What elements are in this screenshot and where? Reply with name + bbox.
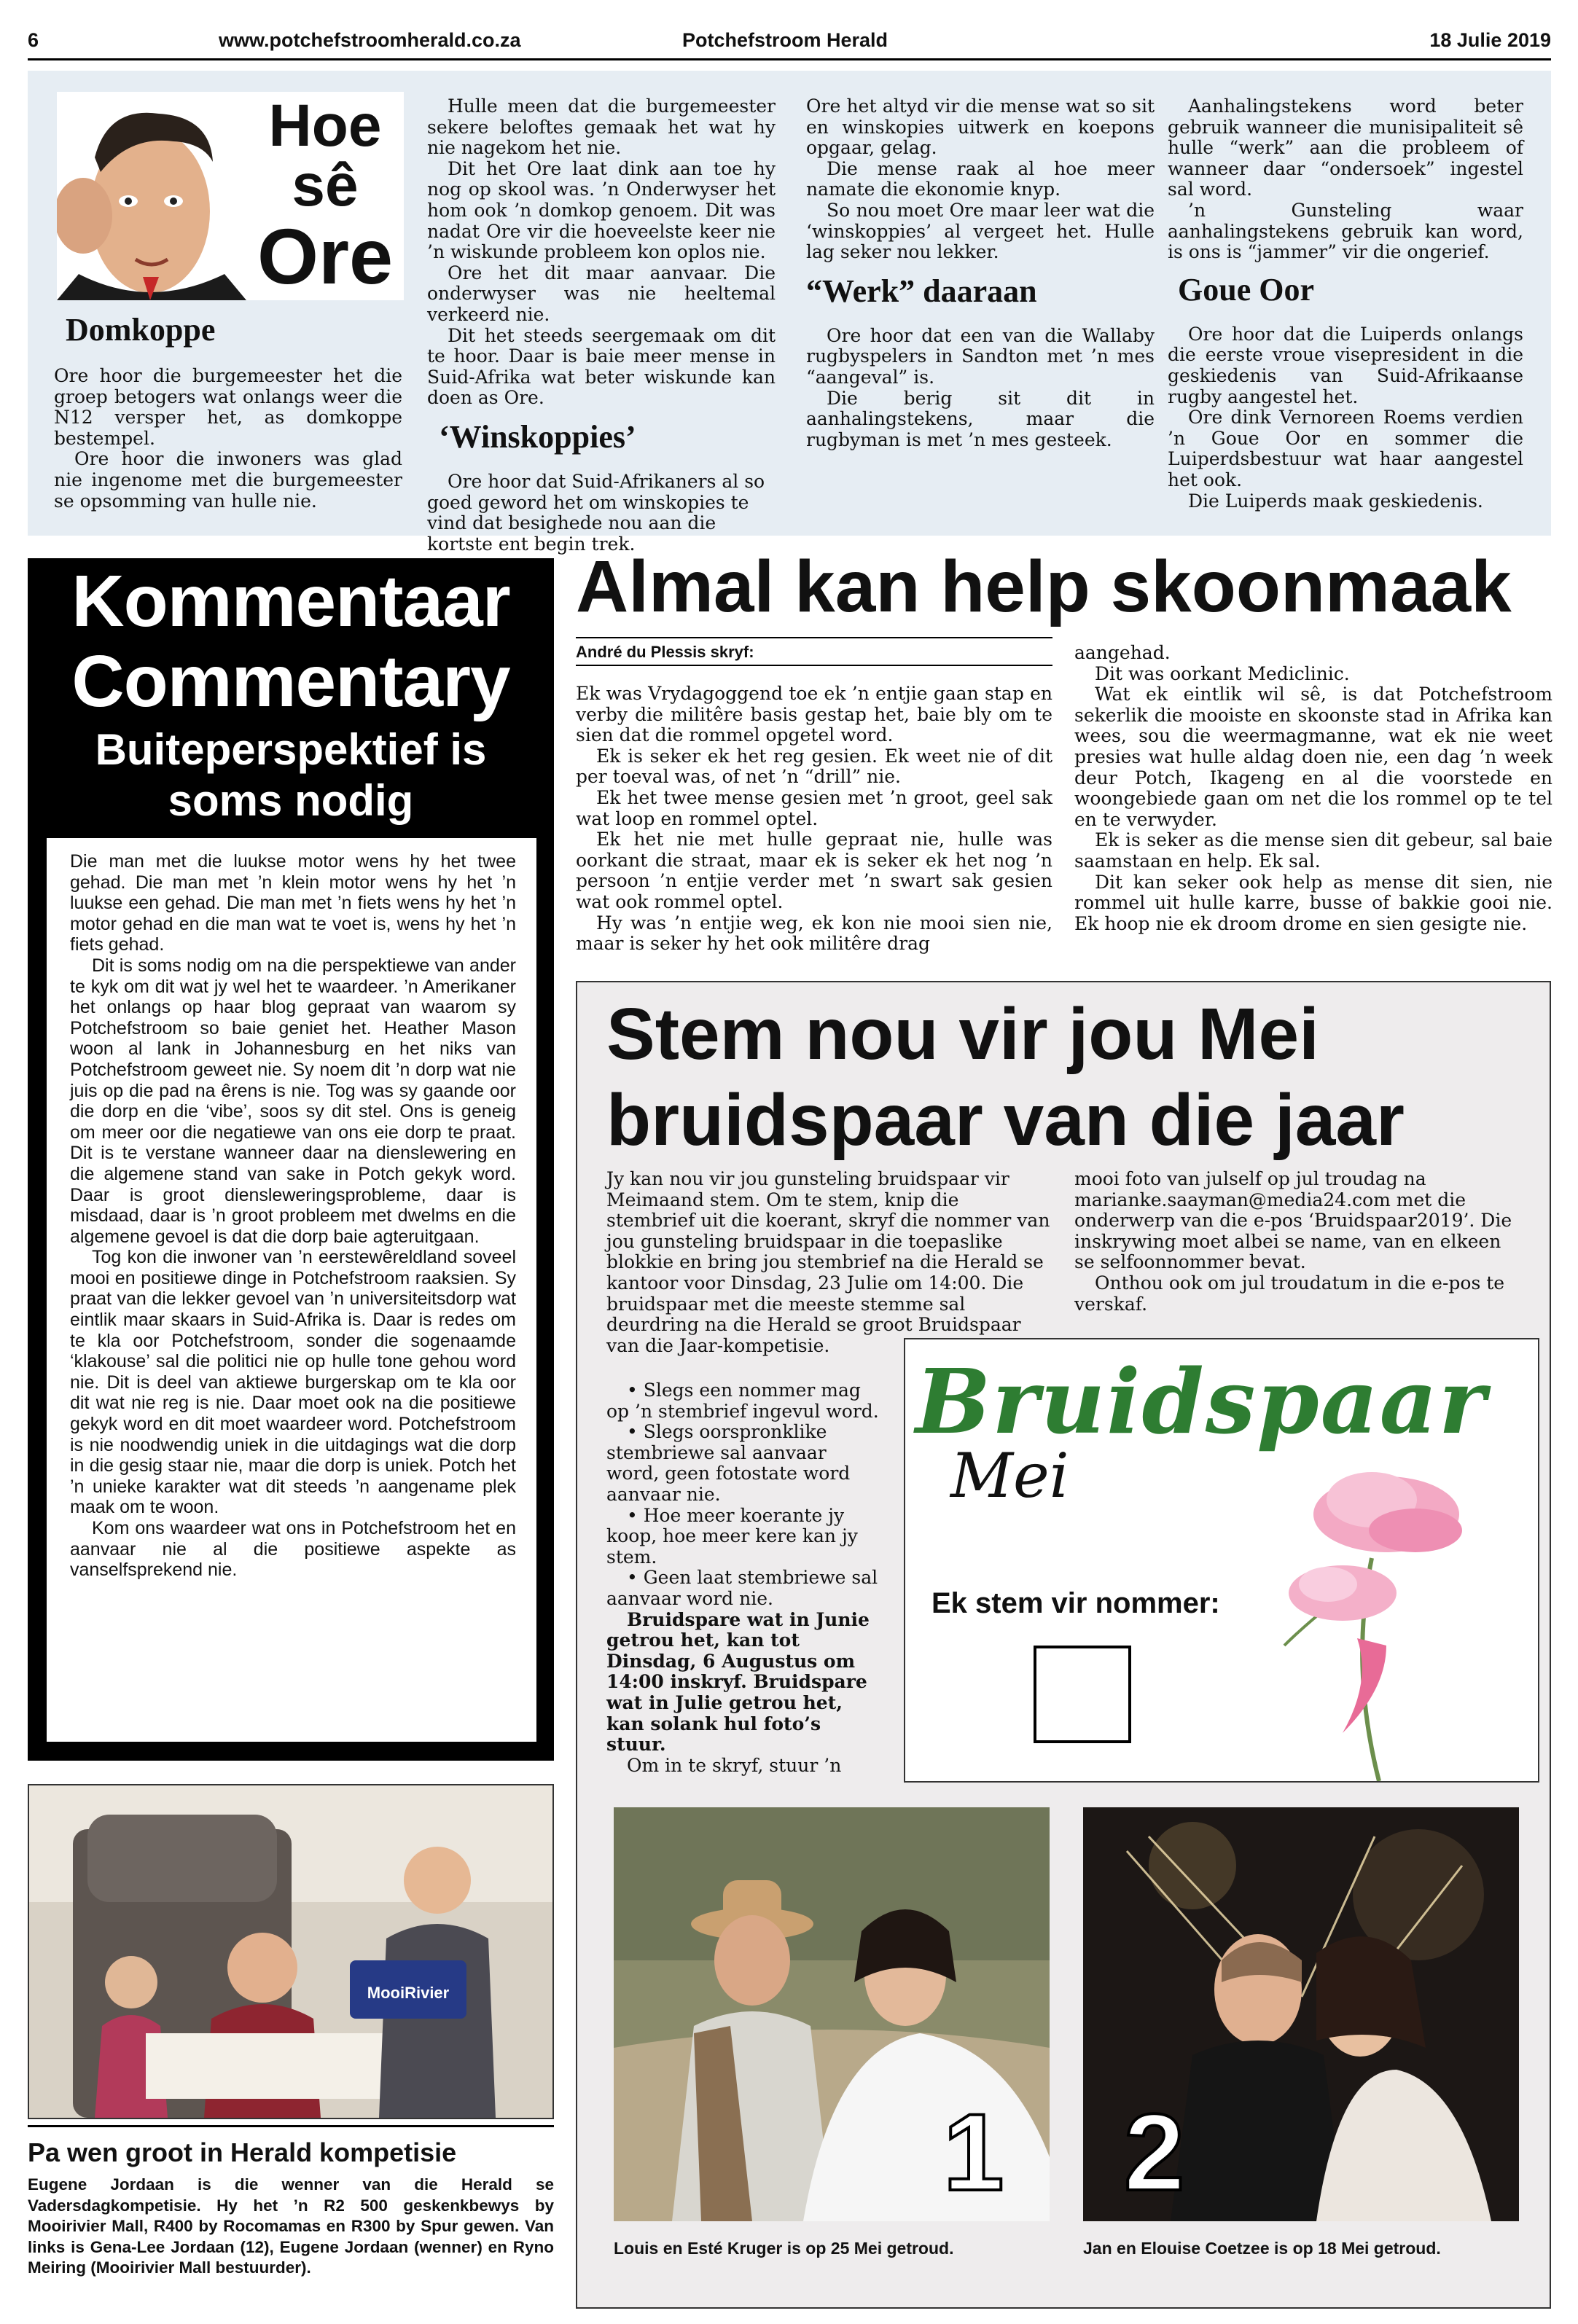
- section-heading-winskoppies: ‘Winskoppies’: [439, 418, 636, 455]
- ore-paragraph: Die berig sit dit in aanhalingstekens, maar die rugbyman is met ’n mes gesteek.: [806, 387, 1155, 450]
- cleanup-paragraph: Dit kan seker ook help as mense dit sien, nie rommel uit hulle karre, busse of bakkie gooi nie. Ek hoop nie ek droom drome en sien gesigte nie.: [1074, 871, 1552, 934]
- page-number: 6: [28, 29, 39, 51]
- competition-heading-rule: [28, 2125, 554, 2127]
- cleanup-paragraph: Hy was ’n entjie weg, ek kon nie mooi sien nie, maar is seker hy het ook militêre drag: [576, 912, 1052, 955]
- vote-headline-line-1: Stem nou vir jou Mei: [606, 993, 1319, 1075]
- couple-photo-1: [614, 1807, 1050, 2221]
- issue-date: 18 Julie 2019: [1429, 29, 1551, 51]
- page-header: [28, 29, 1551, 60]
- ore-paragraph: Ore dink Vernoreen Roems verdien ’n Goue Oor en sommer die Luiperdsbestuur wat haar aangestel het ook.: [1168, 407, 1523, 490]
- ballot-title: Bruidspaar: [915, 1349, 1488, 1454]
- section-heading-domkoppe: Domkoppe: [66, 312, 216, 348]
- logo-word-ore: Ore: [257, 212, 394, 300]
- cleanup-paragraph: Ek is seker as die mense sien dit gebeur, sal baie saamstaan en help. Ek sal.: [1074, 829, 1552, 872]
- commentary-paragraph: Tog kon die inwoner van ’n eerstewêreldland soveel mooi en positiewe dinge in Potchefstroom raaksien. Sy praat van die lekker gevoel van ’n universiteitsdorp wat eintlik maar skaars in Suid-Afrika is. Daar is redes om te kla oor Potchefstroom, sonder die sogenaamde ‘klakouse’ sal die politici nie op hulle tone gehou word nie. Dit is deel van aktiewe burgerskap om te kla oor dit wat nie reg is nie. Daar moet ook na die positiewe gekyk word en dit moet waardeer word. Potchefstroom is nie noodwendig uniek in die uitdagings wat die dorp in die gesig staar nie, maar die dorp is uniek. Potch het ’n unieke karakter wat dit steeds ’n aangename plek maak om te woon.: [70, 1247, 516, 1518]
- couple-caption-1: Louis en Esté Kruger is op 25 Mei getroud.: [614, 2239, 954, 2258]
- ore-paragraph: Ore hoor die inwoners was glad nie ingenome met die burgemeester se opsomming van hulle nie.: [54, 448, 402, 512]
- logo-word-se: sê: [292, 152, 359, 219]
- competition-heading: Pa wen groot in Herald kompetisie: [28, 2137, 457, 2167]
- ballot-prompt: Ek stem vir nommer:: [931, 1587, 1220, 1619]
- vote-headline: [606, 991, 1547, 1163]
- ore-paragraph: Aanhalingstekens word beter gebruik wanneer die munisipaliteit sê hulle “werk” aan die probleem of wanneer daar “ondersoek” ingestel sal word.: [1168, 95, 1523, 200]
- cleanup-paragraph: Ek het nie met hulle gepraat nie, hulle was oorkant die straat, maar ek is seker ek het nog ’n persoon ’n entjie verder met ’n swart sak gesien wat ook rommel optel.: [576, 829, 1052, 912]
- ore-paragraph: Die mense raak al hoe meer namate die ekonomie knyp.: [806, 157, 1155, 200]
- cleanup-paragraph: Ek is seker ek het reg gesien. Ek weet nie of dit per toeval was, of net ’n “drill” nie.: [576, 745, 1052, 788]
- ore-paragraph: Ore het altyd vir die mense wat so sit en winskopies uitwerk en koepons opgaar, gelag.: [806, 95, 1155, 159]
- vote-paragraph: Onthou ook om jul troudatum in die e-pos te verskaf.: [1074, 1272, 1505, 1315]
- banner-text-mooirivier: MooiRivier: [367, 1984, 450, 2002]
- ballot-coupon[interactable]: [904, 1338, 1539, 1783]
- cleanup-paragraph: Ek het twee mense gesien met ’n groot, geel sak wat loop en rommel optel.: [576, 786, 1052, 829]
- cleanup-byline: André du Plessis skryf:: [576, 643, 754, 661]
- commentary-paragraph: Kom ons waardeer wat ons in Potchefstroom het en aanvaar nie al die positiewe aspekte as vanselfsprekend nie.: [70, 1518, 516, 1581]
- ore-paragraph: So nou moet Ore maar leer wat die ‘winskoppies’ al vergeet het. Hulle lag seker nou lekker.: [806, 199, 1155, 263]
- couple-caption-2: Jan en Elouise Coetzee is op 18 Mei getroud.: [1083, 2239, 1441, 2258]
- ore-paragraph: Ore hoor dat Suid-Afrikaners al so goed geword het om winskopies te vind dat besighede nou aan die kortste ent begin trek.: [427, 470, 765, 555]
- ore-paragraph: Die Luiperds maak geskiedenis.: [1188, 490, 1483, 512]
- byline-rule: [576, 637, 1052, 638]
- cleanup-column-left: [576, 684, 1052, 955]
- commentary-paragraph: Dit is soms nodig om na die perspektiewe van ander te kyk om dit wat jy wel het te waardeer. ’n Amerikaner het onlangs op haar blog gepraat van waarom sy Potchefstroom so baie geniet het. Heather Mason woon al lank in Johannesburg en het niks van Potchefstroom geweet nie. Sy noem dit ’n dorp wat nie juis op die pad na êrens is nie. Tog was sy gaande oor die dorp en die ‘vibe’, soos sy dit stel. Ons is geneig om meer oor die negatiewe van ons eie dorp te praat. Dit is te verstane wanneer daar na dienslewering en die algemene stand van sake in Potch gekyk word. Daar is groot diensleweringsprobleme, daar is misdaad, daar is ’n groot probleem met dwelms en die algemene gevoel is dat die dorp baie agteruitgaan.: [70, 955, 516, 1247]
- ballot-number-box[interactable]: [1034, 1646, 1131, 1743]
- commentary-title-block: [28, 561, 554, 826]
- vote-deadline-note: Bruidspare wat in Junie getrou het, kan tot Dinsdag, 6 Augustus om 14:00 inskryf. Bruidspare wat in Julie getrou het, kan solank hul foto’s stuur.: [606, 1608, 870, 1756]
- vote-rule: • Slegs oorspronklike stembriewe sal aanvaar word, geen fotostate word aanvaar nie.: [606, 1421, 851, 1505]
- ore-column-2: [427, 96, 776, 555]
- hoe-se-ore-logo: [57, 92, 404, 300]
- vote-rule: • Slegs een nommer mag op ’n stembrief ingevul word.: [606, 1380, 879, 1422]
- ore-column-1: [54, 306, 402, 512]
- vote-rule: • Hoe meer koerante jy koop, hoe meer kere kan jy stem.: [606, 1504, 858, 1568]
- ore-paragraph: Hulle meen dat die burgemeester sekere beloftes gemaak het wat hy nie nagekom het nie.: [427, 95, 776, 159]
- cleanup-column-right: [1074, 643, 1552, 934]
- section-heading-werk: “Werk” daaraan: [806, 273, 1037, 309]
- vote-rule: • Geen laat stembriewe sal aanvaar word nie.: [606, 1567, 878, 1609]
- ore-paragraph: Ore hoor dat een van die Wallaby rugbyspelers in Sandton met ’n mes “aangeval” is.: [806, 324, 1155, 388]
- logo-word-hoe: Hoe: [268, 93, 382, 159]
- competition-caption: Eugene Jordaan is die wenner van die Herald se Vadersdagkompetisie. Hy het ’n R2 500 geskenkbewys by Mooirivier Mall, R400 by Rocomamas en R300 by Spur gewen. Van links is Gena-Lee Jordaan (12), Eugene Jordaan (wenner) en Ryno Meiring (Mooirivier Mall bestuurder).: [28, 2175, 554, 2277]
- cleanup-paragraph: Ek was Vrydagoggend toe ek ’n entjie gaan stap en verby die militêre basis gestap het, baie bly om te sien dat die rommel opgetel word.: [576, 683, 1052, 746]
- competition-winner-photo: [28, 1784, 554, 2119]
- vote-headline-line-2: bruidspaar van die jaar: [606, 1079, 1405, 1161]
- ore-paragraph: ’n Gunsteling waar aanhalingstekens gebruik kan word, is ons is “jammer” vir die ongerief.: [1168, 199, 1523, 263]
- ballot-subtitle: Mei: [950, 1440, 1069, 1511]
- ore-paragraph: Ore hoor die burgemeester het die groep betogers wat onlangs weer die N12 versper het, as domkoppe bestempel.: [54, 365, 402, 449]
- cleanup-headline: Almal kan help skoonmaak: [576, 546, 1512, 627]
- vote-column-left-bottom: [606, 1380, 883, 1776]
- vote-column-right: [1074, 1169, 1526, 1315]
- ore-paragraph: Dit het Ore laat dink aan toe hy nog op skool was. ’n Onderwyser het hom ook ’n domkop genoem. Dit was nadat Ore vir die hoeveelste keer nie ’n wiskunde probleem kon oplos nie.: [427, 157, 776, 263]
- ore-paragraph: Ore hoor dat die Luiperds onlangs die eerste vroue visepresident in die geskiedenis van Suid-Afrikaanse rugby aangestel het.: [1168, 323, 1523, 407]
- ore-column-4: [1168, 96, 1523, 512]
- couple-photo-2: [1083, 1807, 1519, 2221]
- commentary-paragraph: Die man met die luukse motor wens hy het twee gehad. Die man met ’n klein motor wens hy het ’n luukse een gehad. Die man met ’n fiets wens hy het ’n motor gehad en die man wat te voet is, wens hy het ’n fiets gehad.: [70, 851, 516, 955]
- couple-number-1: 1: [943, 2091, 1004, 2213]
- cleanup-paragraph: Dit was oorkant Mediclinic.: [1095, 662, 1350, 684]
- couple-number-2: 2: [1124, 2091, 1185, 2213]
- ore-column-3: [806, 96, 1155, 450]
- cleanup-paragraph: aangehad.: [1074, 642, 1171, 663]
- commentary-title-afrikaans: Kommentaar: [71, 560, 510, 642]
- vote-paragraph: mooi foto van julself op jul troudag na marianke.saayman@media24.com met die onderwerp van die e-pos ‘Bruidspaar2019’. Die inskrywing moet albei se name, van en elkeen se selfoonnommer bevat.: [1074, 1168, 1512, 1273]
- ore-paragraph: Ore het dit maar aanvaar. Die onderwyser was nie heeltemal verkeerd nie.: [427, 262, 776, 325]
- site-url[interactable]: www.potchefstroomherald.co.za: [219, 29, 521, 51]
- commentary-subtitle-line-1: Buiteperspektief is: [95, 725, 487, 774]
- section-heading-goue-oor: Goue Oor: [1178, 271, 1314, 308]
- byline-rule-bottom: [576, 665, 1052, 666]
- vote-tail: Om in te skryf, stuur ’n: [627, 1754, 842, 1776]
- commentary-title-english: Commentary: [71, 641, 510, 722]
- publication-name: Potchefstroom Herald: [682, 29, 888, 51]
- commentary-subtitle-line-2: soms nodig: [168, 776, 414, 825]
- commentary-body: [70, 851, 516, 1581]
- vote-paragraph: Jy kan nou vir jou gunsteling bruidspaar vir Meimaand stem. Om te stem, knip die stembrief uit die koerant, skryf die nommer van jou gunsteling bruidspaar in die toepaslike blokkie en bring jou stembrief na die Herald se kantoor voor Dinsdag, 23 Julie om 14:00. Die bruidspaar met die meeste stemme sal deurdring na die Herald se groot Bruidspaar van die Jaar-kompetisie.: [606, 1168, 1050, 1356]
- cleanup-paragraph: Wat ek eintlik wil sê, is dat Potchefstroom sekerlik die mooiste en skoonste stad in Afrika kan wees, sou die weermagmanne, wat ek nie weet presies wat hulle aldag doen nie, een dag ’n week deur Potch, Ikageng en al die voorstede en woongebiede gaan om net die los rommel op te tel en te verwyder.: [1074, 684, 1552, 830]
- vote-column-left-top: [606, 1169, 1051, 1356]
- ore-paragraph: Dit het steeds seergemaak om dit te hoor. Daar is baie meer mense in Suid-Afrika wat beter wiskunde kan doen as Ore.: [427, 324, 776, 409]
